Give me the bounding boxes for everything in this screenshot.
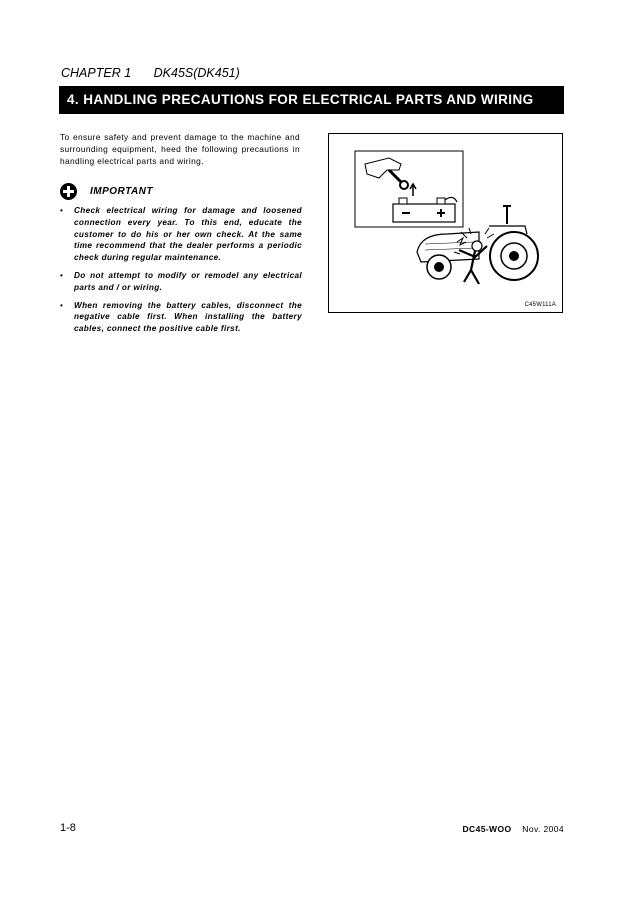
- person-head: [472, 241, 482, 251]
- important-label: IMPORTANT: [90, 185, 154, 197]
- tractor-battery-illustration: [329, 134, 562, 312]
- section-title: 4. HANDLING PRECAUTIONS FOR ELECTRICAL PARTS AND WIRING: [59, 86, 564, 114]
- plus-circle-icon: [60, 183, 77, 200]
- intro-paragraph: To ensure safety and prevent damage to the machine and surrounding equipment, heed the following precautions in handling electrical parts and wiring.: [60, 132, 300, 167]
- list-item: • When removing the battery cables, disconnect the negative cable first. When installing the battery cables, connect the positive cable first.: [60, 300, 302, 335]
- doc-code-label: DC45-WOO: [462, 824, 512, 834]
- page-number: 1-8: [60, 822, 76, 834]
- model-label: DK45S(DK451): [153, 66, 240, 80]
- document-code: [463, 824, 565, 834]
- chapter-label: CHAPTER 1: [61, 66, 132, 80]
- important-list: [60, 205, 302, 341]
- list-item: • Do not attempt to modify or remodel any electrical parts and / or wiring.: [60, 270, 302, 294]
- figure-code: C45W111A: [524, 302, 556, 308]
- list-item: • Check electrical wiring for damage and loosened connection every year. To this end, educate the customer to do his or her own check. At the same time recommend that the dealer performs a periodic check during regular maintenance.: [60, 205, 302, 264]
- important-heading: [60, 182, 153, 200]
- illustration-frame: [328, 133, 563, 313]
- chapter-header: [61, 66, 240, 80]
- exhaust-pipe: [503, 206, 511, 224]
- doc-date: Nov. 2004: [522, 824, 564, 834]
- tractor-hood: [417, 232, 479, 262]
